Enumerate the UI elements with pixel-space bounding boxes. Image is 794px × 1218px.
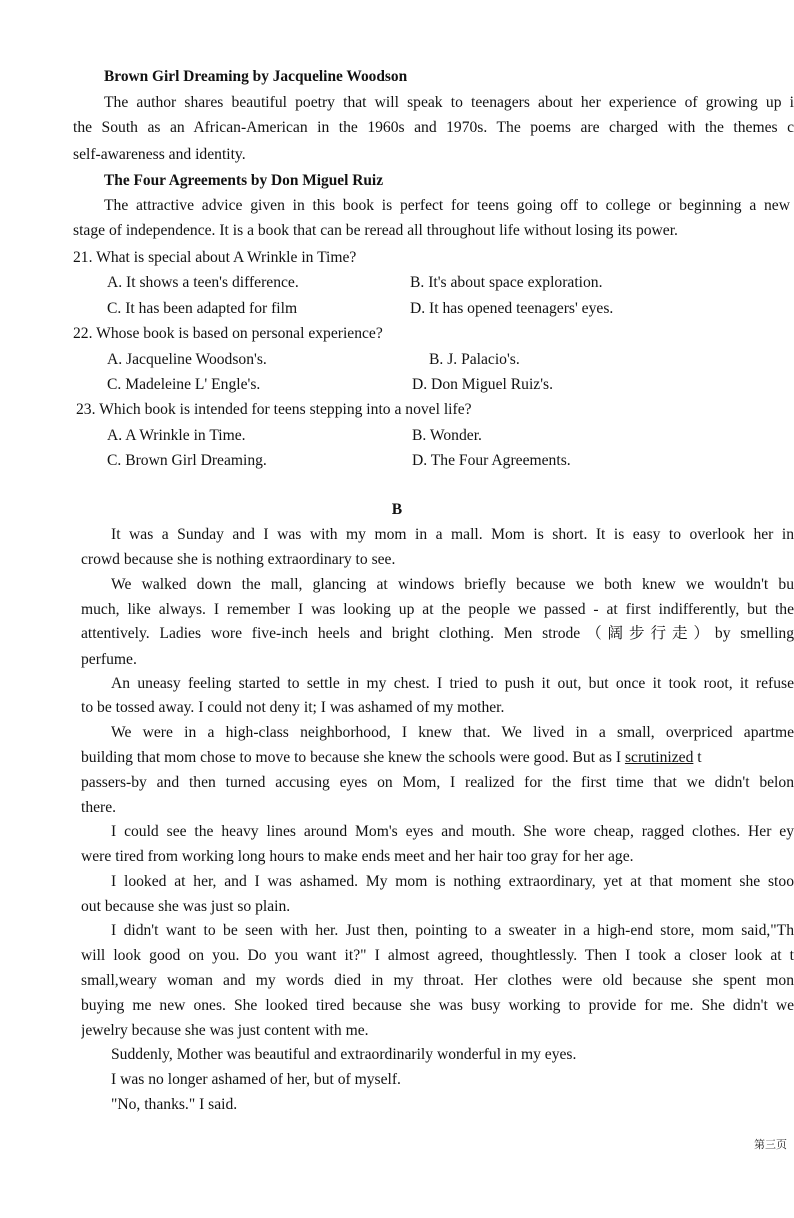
passage-line-tail: t (693, 749, 702, 766)
passage-line: crowd because she is nothing extraordinary to see. (81, 551, 396, 568)
passage-line: there. (81, 799, 117, 816)
passage-line: will look good on you. Do you want it?" I almost agreed, thoughtlessly. Then I took a closer look at t (81, 947, 794, 964)
option-21a[interactable]: A. It shows a teen's difference. (107, 274, 299, 291)
option-23b[interactable]: B. Wonder. (412, 427, 482, 444)
question-stem-21: 21. What is special about A Wrinkle in Time? (73, 249, 357, 266)
passage-line-text: building that mom chose to move to because she knew the schools were good. But as I (81, 749, 622, 766)
passage-line: were tired from working long hours to make ends meet and her hair too gray for her age. (81, 848, 634, 865)
question-stem-23: 23. Which book is intended for teens stepping into a novel life? (76, 401, 472, 418)
option-21b[interactable]: B. It's about space exploration. (410, 274, 603, 291)
passage-line: Suddenly, Mother was beautiful and extraordinarily wonderful in my eyes. (111, 1046, 577, 1063)
option-22c[interactable]: C. Madeleine L' Engle's. (107, 376, 261, 393)
page-number: 第三页 (754, 1139, 787, 1151)
passage-line: I could see the heavy lines around Mom's eyes and mouth. She wore cheap, ragged clothes. Her ey (111, 823, 794, 840)
passage-line: buying me new ones. She looked tired because she was busy working to provide for me. She didn't we (81, 997, 794, 1014)
passage-line: small,weary woman and my words died in my throat. Her clothes were old because she spent mon (81, 972, 794, 989)
passage-line: out because she was just so plain. (81, 898, 291, 915)
book-blurb-line: The author shares beautiful poetry that will speak to teenagers about her experience of growing up i (104, 94, 794, 111)
passage-line: passers-by and then turned accusing eyes on Mom, I realized for the first time that we didn't belon (81, 774, 794, 791)
section-heading-b: B (391, 501, 403, 518)
book-blurb-line: The attractive advice given in this book is perfect for teens going off to college or beginning a new (104, 197, 790, 214)
passage-line: I didn't want to be seen with her. Just then, pointing to a sweater in a high-end store, mom said,"Th (111, 922, 794, 939)
book-heading-brown-girl: Brown Girl Dreaming by Jacqueline Woodson (104, 68, 408, 85)
passage-line: jewelry because she was just content with me. (81, 1022, 369, 1039)
option-23c[interactable]: C. Brown Girl Dreaming. (107, 452, 267, 469)
book-blurb-line: self-awareness and identity. (73, 146, 246, 163)
passage-line: "No, thanks." I said. (111, 1096, 238, 1113)
book-heading-four-agreements: The Four Agreements by Don Miguel Ruiz (104, 172, 384, 189)
passage-line: perfume. (81, 651, 137, 668)
option-21d[interactable]: D. It has opened teenagers' eyes. (410, 300, 614, 317)
passage-line: I looked at her, and I was ashamed. My mom is nothing extraordinary, yet at that moment she stoo (111, 873, 794, 890)
option-22a[interactable]: A. Jacqueline Woodson's. (107, 351, 267, 368)
question-stem-22: 22. Whose book is based on personal experience? (73, 325, 383, 342)
passage-line-scrutinized (81, 748, 794, 768)
passage-line: We walked down the mall, glancing at windows briefly because we both knew we wouldn't bu (111, 576, 794, 593)
passage-line: to be tossed away. I could not deny it; I was ashamed of my mother. (81, 699, 505, 716)
option-22d[interactable]: D. Don Miguel Ruiz's. (412, 376, 553, 393)
option-21c[interactable]: C. It has been adapted for film (107, 300, 298, 317)
passage-line: I was no longer ashamed of her, but of myself. (111, 1071, 401, 1088)
passage-line: much, like always. I remember I was looking up at the people we passed - at first indifferently, but the (81, 601, 794, 618)
passage-line: We were in a high-class neighborhood, I knew that. We lived in a small, overpriced apartme (111, 724, 794, 741)
option-22b[interactable]: B. J. Palacio's. (429, 351, 520, 368)
book-blurb-line: stage of independence. It is a book that can be reread all throughout life without losing its power. (73, 222, 678, 239)
option-23a[interactable]: A. A Wrinkle in Time. (107, 427, 246, 444)
passage-line: attentively. Ladies wore five-inch heels and bright clothing. Men strode（阔步行走）by smelling (81, 625, 794, 642)
passage-line: An uneasy feeling started to settle in my chest. I tried to push it out, but once it took root, it refuse (111, 675, 794, 692)
passage-line: It was a Sunday and I was with my mom in a mall. Mom is short. It is easy to overlook her in (111, 526, 794, 543)
option-23d[interactable]: D. The Four Agreements. (412, 452, 571, 469)
book-blurb-line: the South as an African-American in the 1960s and 1970s. The poems are charged with the themes c (73, 119, 794, 136)
underlined-word-scrutinized: scrutinized (624, 749, 694, 766)
